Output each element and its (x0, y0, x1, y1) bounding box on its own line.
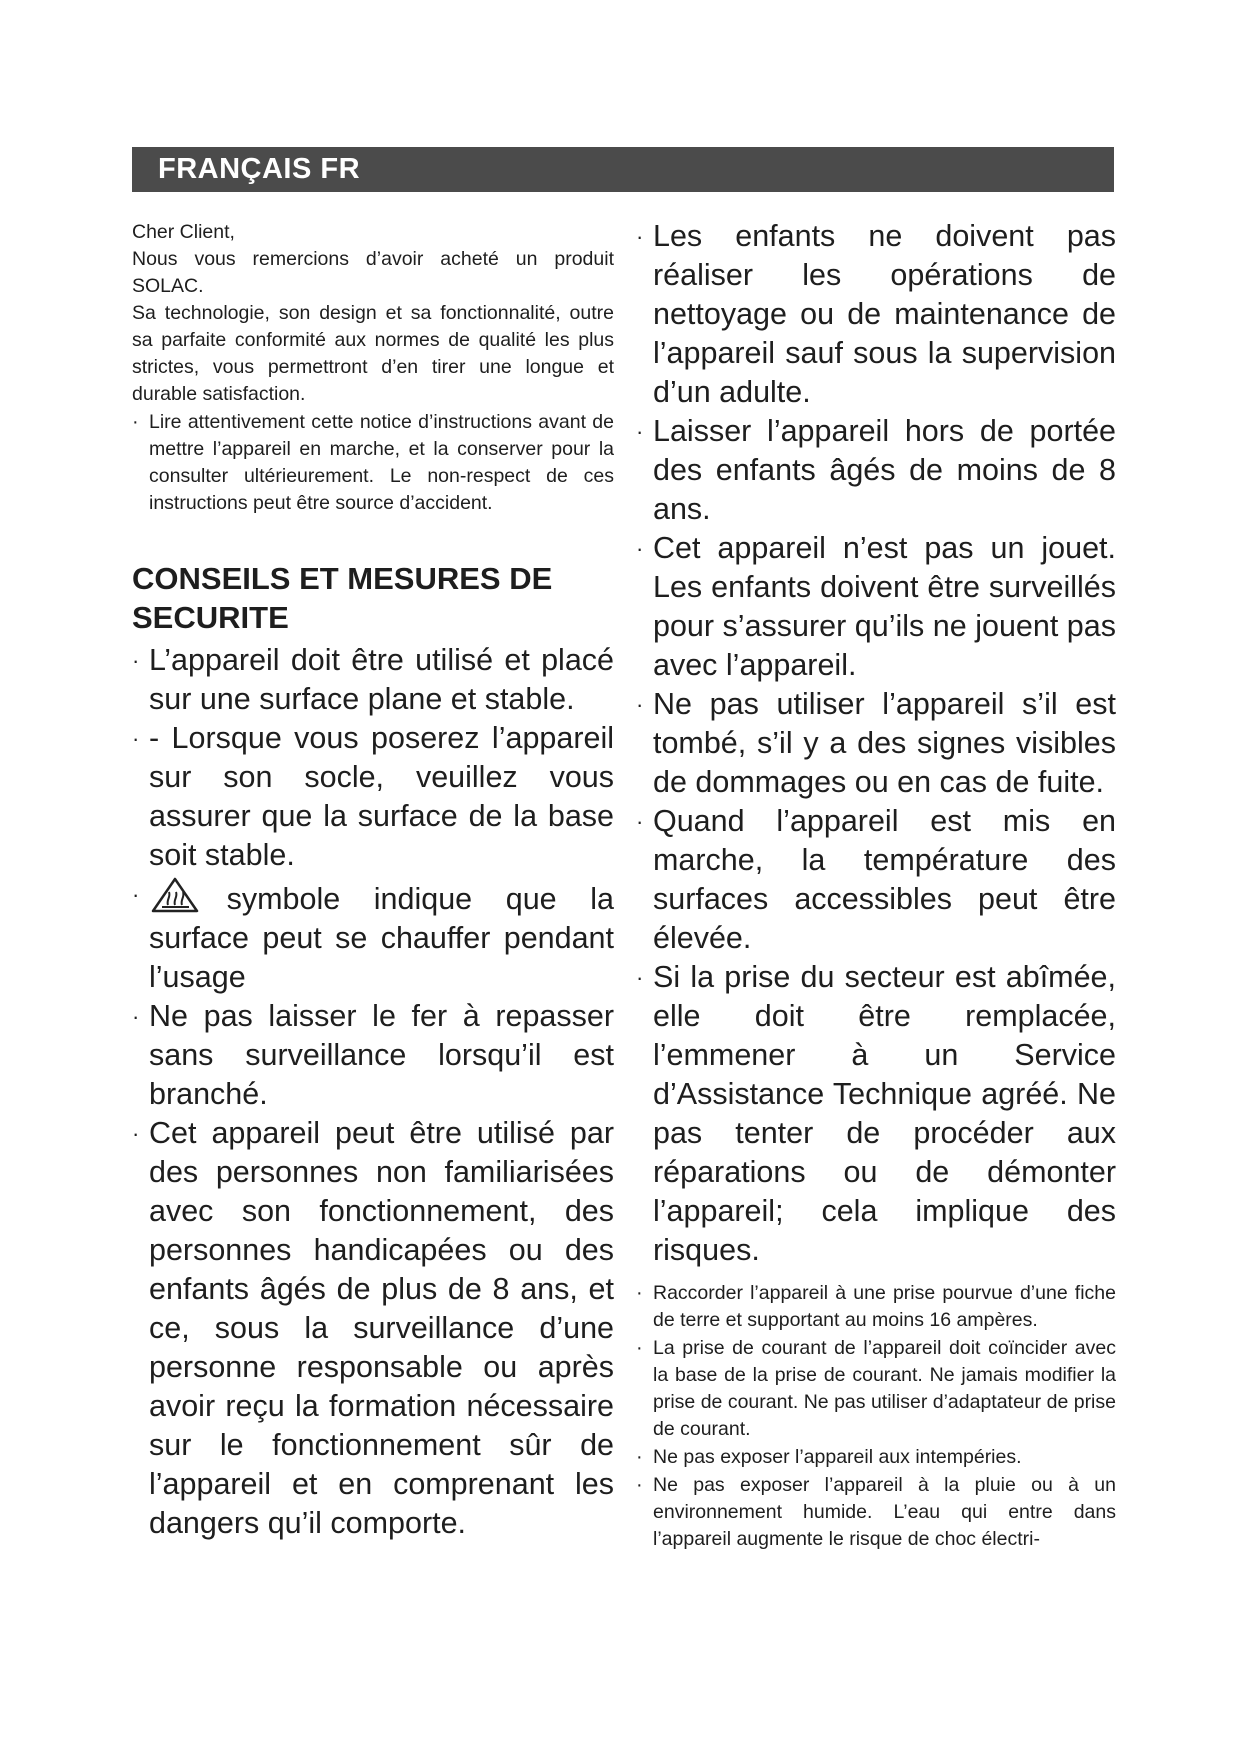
safety-item (132, 641, 614, 719)
bullet-dot: · (132, 882, 140, 907)
intro-bullet-text: Lire attentivement cette notice d’instructions avant de mettre l’appareil en marche, et la conserver pour la consulter ultérieurement. Le non-respect de ces instructions peut être source d’accident. (149, 411, 614, 514)
safety-item-text: Laisser l’appareil hors de portée des enfants âgés de moins de 8 ans. (653, 414, 1116, 526)
bullet-dot: · (636, 1282, 643, 1304)
bullet-dot: · (132, 648, 140, 673)
safety-item-text: Si la prise du secteur est abîmée, elle doit être remplacée, l’emmener à un Service d’Assistance Technique agréé. Ne pas tenter de procéder aux réparations ou de démonter l’appareil; cela implique des risques. (653, 960, 1116, 1267)
electrical-notes (636, 1280, 1116, 1553)
note-item (636, 1335, 1116, 1443)
safety-item (636, 685, 1116, 802)
thanks-text: Nous vous remercions d’avoir acheté un produit SOLAC. (132, 248, 614, 297)
safety-item-text: symbole indique que la surface peut se chauffer pendant l’usage (149, 882, 614, 994)
bullet-dot: · (636, 536, 644, 561)
language-title: FRANÇAIS FR (158, 153, 361, 185)
intro-block (132, 219, 614, 518)
note-item-text: Ne pas exposer l’appareil aux intempéries. (653, 1446, 1022, 1468)
safety-title: CONSEILS ET MESURES DE SECURITE (132, 561, 553, 635)
bullet-dot: · (132, 1004, 140, 1029)
safety-item (132, 719, 614, 875)
bullet-dot: · (636, 224, 644, 249)
note-item-text: Raccorder l’appareil à une prise pourvue d’une fiche de terre et supportant au moins 16 ampères. (653, 1282, 1116, 1331)
bullet-dot: · (636, 1474, 643, 1496)
safety-item-text: Ne pas utiliser l’appareil s’il est tombé, s’il y a des signes visibles de dommages ou en cas de fuite. (653, 687, 1116, 799)
safety-item-text: Les enfants ne doivent pas réaliser les opérations de nettoyage ou de maintenance de l’appareil sauf sous la supervision d’un adulte. (653, 219, 1116, 409)
bullet-dot: · (132, 411, 139, 433)
safety-item (636, 529, 1116, 685)
hot-surface-icon (149, 875, 201, 915)
bullet-dot: · (636, 692, 644, 717)
safety-item (636, 802, 1116, 958)
note-item-text: La prise de courant de l’appareil doit coïncider avec la base de la prise de courant. Ne jamais modifier la prise de courant. Ne pas utiliser d’adaptateur de prise de courant. (653, 1337, 1116, 1440)
safety-item (636, 958, 1116, 1270)
note-item (636, 1444, 1116, 1471)
safety-item-text: - Lorsque vous poserez l’appareil sur son socle, veuillez vous assurer que la surface de la base soit stable. (149, 721, 614, 872)
safety-item-text: L’appareil doit être utilisé et placé sur une surface plane et stable. (149, 643, 614, 716)
intro-paragraph: Sa technologie, son design et sa fonctionnalité, outre sa parfaite conformité aux normes de qualité les plus strictes, vous permettront d’en tirer une longue et durable satisfaction. (132, 302, 614, 405)
language-header-bar (132, 147, 1114, 192)
bullet-dot: · (132, 1121, 140, 1146)
safety-item (636, 412, 1116, 529)
safety-item (132, 1114, 614, 1543)
note-item-text: Ne pas exposer l’appareil à la pluie ou à un environnement humide. L’eau qui entre dans l’appareil augmente le risque de choc électri- (653, 1474, 1116, 1550)
bullet-dot: · (636, 1446, 643, 1468)
safety-item-text: Quand l’appareil est mis en marche, la température des surfaces accessibles peut être élevée. (653, 804, 1116, 955)
bullet-dot: · (636, 1337, 643, 1359)
right-safety-list (636, 217, 1116, 1554)
note-item (636, 1472, 1116, 1553)
safety-item (636, 217, 1116, 412)
bullet-dot: · (132, 726, 140, 751)
bullet-dot: · (636, 419, 644, 444)
safety-item-text: Cet appareil n’est pas un jouet. Les enfants doivent être surveillés pour s’assurer qu’ils ne jouent pas avec l’appareil. (653, 531, 1116, 682)
safety-item-text: Ne pas laisser le fer à repasser sans surveillance lorsqu’il est branché. (149, 999, 614, 1111)
greeting: Cher Client, (132, 221, 235, 243)
safety-item (132, 997, 614, 1114)
bullet-dot: · (636, 965, 644, 990)
intro-bullet (132, 409, 614, 517)
safety-item (132, 875, 614, 997)
bullet-dot: · (636, 809, 644, 834)
note-item (636, 1280, 1116, 1334)
safety-item-text: Cet appareil peut être utilisé par des personnes non familiarisées avec son fonctionnement, des personnes handicapées ou des enfants âgés de plus de 8 ans, et ce, sous la surveillance d’une personne responsable ou après avoir reçu la formation nécessaire sur le fonctionnement sûr de l’appareil et en comprenant les dangers qu’il comporte. (149, 1116, 614, 1540)
safety-section (132, 559, 614, 1543)
